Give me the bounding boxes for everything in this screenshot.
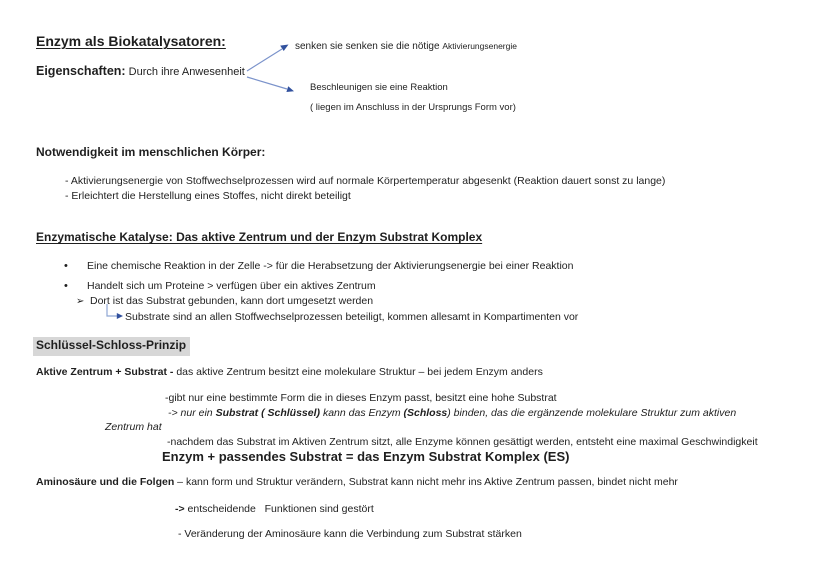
page-title: Enzym als Biokatalysatoren:: [36, 33, 226, 49]
italic-text: binden, das die ergänzende molekulare Struktur zum aktiven: [450, 407, 737, 419]
arrow-text: ->: [175, 503, 185, 515]
necessity-item: - Aktivierungsenergie von Stoffwechselprozessen wird auf normale Körpertemperatur abgesenkt (Reaktion dauert sonst zu lange): [65, 175, 666, 187]
list-item-text: Eine chemische Reaktion in der Zelle -> für die Herabsetzung der Aktivierungsenergie bei einer Reaktion: [87, 260, 574, 272]
necessity-item: - Erleichtert die Herstellung eines Stoffes, nicht direkt beteiligt: [65, 190, 351, 202]
amino-change-line: - Veränderung der Aminosäure kann die Verbindung zum Substrat stärken: [178, 528, 522, 540]
italic-bold-text: (Schloss: [403, 407, 448, 419]
arrowhead-bullet-icon: ➢: [76, 296, 85, 307]
amino-definition: [36, 476, 678, 488]
sub-list-item: [76, 295, 373, 308]
amino-consequence-line: [175, 503, 374, 515]
enzyme-substrate-formula: Enzym + passendes Substrat = das Enzym Substrat Komplex (ES): [162, 449, 570, 464]
italic-text: kann das Enzym: [320, 407, 404, 419]
italic-text: ): [447, 407, 451, 419]
annotation-lower-activation-energy: [295, 36, 517, 54]
annotation-accelerate-reaction: Beschleunigen sie eine Reaktion: [310, 82, 448, 93]
annotation-top-main: senken sie senken sie die nötige: [295, 41, 443, 52]
list-item-text: Handelt sich um Proteine > verfügen über ein aktives Zentrum: [87, 280, 376, 292]
key-lock-line-continuation: Zentrum hat: [105, 421, 162, 433]
properties-line: [36, 62, 245, 80]
key-lock-line-italic: [168, 407, 736, 419]
amino-term: Aminosäure und die Folgen: [36, 476, 175, 488]
key-lock-line: -gibt nur eine bestimmte Form die in dieses Enzym passt, besitzt eine hohe Substrat: [165, 392, 557, 404]
list-item: [64, 280, 376, 293]
annotation-original-form: ( liegen im Anschluss in der Ursprungs Form vor): [310, 102, 516, 113]
annotation-top-small: Aktivierungsenergie: [442, 41, 517, 51]
key-lock-term: Aktive Zentrum + Substrat -: [36, 366, 174, 378]
italic-text: -> nur ein: [168, 407, 216, 419]
arrow-down-right-icon: [247, 77, 294, 92]
section-heading-catalysis: Enzymatische Katalyse: Das aktive Zentrum und der Enzym Substrat Komplex: [36, 230, 483, 244]
substrate-note: Substrate sind an allen Stoffwechselprozessen beteiligt, kommen allesamt in Kompartimenten vor: [125, 311, 579, 323]
arrow-up-right-icon: [247, 45, 289, 72]
consequence-text: entscheidende Funktionen sind gestört: [184, 503, 374, 515]
section-heading-key-lock: Schlüssel-Schloss-Prinzip: [33, 337, 190, 356]
amino-term-text: – kann form und Struktur verändern, Substrat kann nicht mehr ins Aktive Zentrum passen, bindet nicht mehr: [174, 476, 678, 488]
sub-list-item-text: Dort ist das Substrat gebunden, kann dort umgesetzt werden: [90, 295, 374, 307]
key-lock-definition: [36, 366, 543, 378]
section-heading-necessity: Notwendigkeit im menschlichen Körper:: [36, 145, 266, 159]
key-lock-term-text: das aktive Zentrum besitzt eine molekulare Struktur – bei jedem Enzym anders: [173, 366, 543, 378]
list-item: [64, 260, 573, 273]
bullet-icon: •: [64, 280, 68, 292]
properties-text: Durch ihre Anwesenheit: [125, 66, 245, 78]
key-lock-line: -nachdem das Substrat im Aktiven Zentrum sitzt, alle Enzyme können gesättigt werden, entsteht eine maximal Geschwindigkeit: [167, 436, 758, 448]
bullet-icon: •: [64, 260, 68, 272]
italic-bold-text: Substrat ( Schlüssel): [215, 407, 321, 419]
properties-label: Eigenschaften:: [36, 64, 126, 78]
